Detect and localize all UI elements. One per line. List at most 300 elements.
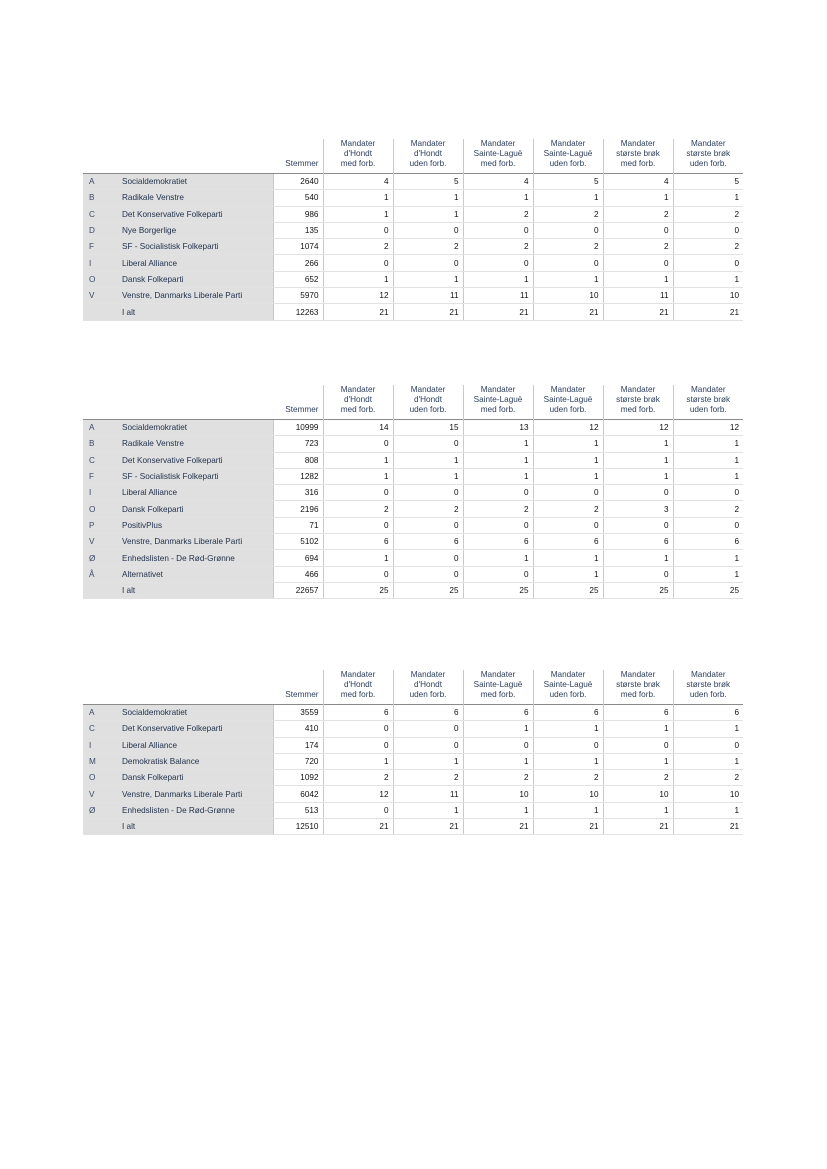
header-blank [83,139,118,174]
party-name: Venstre, Danmarks Liberale Parti [118,288,273,304]
header-blank [83,385,118,420]
table-row [83,174,743,190]
votes-cell: 174 [273,737,323,753]
party-name: Liberal Alliance [118,255,273,271]
seats-cell: 2 [463,770,533,786]
party-letter: M [83,753,118,769]
header-line: uden forb. [409,690,447,699]
seats-cell: 0 [393,550,463,566]
seats-cell: 1 [393,452,463,468]
seats-cell: 2 [463,501,533,517]
seats-cell: 1 [323,452,393,468]
seats-cell: 1 [533,753,603,769]
results-table-3 [83,670,743,835]
seats-cell: 1 [533,271,603,287]
party-name: Det Konservative Folkeparti [118,206,273,222]
votes-cell: 1092 [273,770,323,786]
seats-cell: 0 [603,255,673,271]
seats-cell: 21 [463,304,533,320]
header-blank [118,670,273,705]
seats-cell: 11 [393,786,463,802]
seats-cell: 1 [533,721,603,737]
header-line: Mandater [690,670,726,679]
seats-cell: 0 [533,517,603,533]
seats-cell: 21 [393,819,463,835]
header-m1 [323,385,393,420]
seats-cell: 0 [323,485,393,501]
header-row [83,670,743,705]
header-line: Sainte-Laguë [473,395,523,404]
header-m2 [393,670,463,705]
party-letter: A [83,420,118,436]
header-votes: Stemmer [285,159,319,168]
votes-cell: 466 [273,566,323,582]
seats-cell: 1 [533,550,603,566]
header-m6 [673,385,743,420]
votes-cell: 652 [273,271,323,287]
seats-cell: 11 [393,288,463,304]
votes-cell: 135 [273,222,323,238]
seats-cell: 1 [463,190,533,206]
header-line: største brøk [616,680,660,689]
header-votes: Stemmer [285,690,319,699]
seats-cell: 1 [393,271,463,287]
party-name: I alt [118,582,273,598]
seats-cell: 6 [463,705,533,721]
seats-cell: 0 [393,721,463,737]
seats-cell: 1 [673,436,743,452]
party-name: Socialdemokratiet [118,705,273,721]
seats-cell: 0 [323,255,393,271]
table-row [83,255,743,271]
header-line: med forb. [340,690,376,699]
seats-cell: 10 [463,786,533,802]
seats-cell: 10 [603,786,673,802]
header-line: største brøk [686,395,731,404]
seats-cell: 1 [673,550,743,566]
seats-cell: 1 [393,468,463,484]
header-line: Mandater [550,670,586,679]
table-row [83,222,743,238]
votes-cell: 2640 [273,174,323,190]
seats-cell: 0 [463,222,533,238]
table-row [83,190,743,206]
table-row [83,501,743,517]
votes-cell: 986 [273,206,323,222]
header-line: med forb. [480,159,516,168]
seats-cell: 2 [533,206,603,222]
header-row [83,385,743,420]
seats-cell: 5 [533,174,603,190]
votes-cell: 316 [273,485,323,501]
header-line: Mandater [480,670,516,679]
party-name: SF - Socialistisk Folkeparti [118,239,273,255]
seats-cell: 0 [323,721,393,737]
seats-cell: 1 [323,206,393,222]
seats-cell: 6 [533,705,603,721]
seats-cell: 0 [603,222,673,238]
seats-cell: 1 [603,436,673,452]
table-row [83,786,743,802]
party-letter: O [83,501,118,517]
seats-cell: 2 [323,239,393,255]
seats-cell: 6 [393,534,463,550]
seats-cell: 0 [463,485,533,501]
seats-cell: 2 [673,501,743,517]
seats-cell: 0 [393,436,463,452]
header-line: Sainte-Laguë [543,680,593,689]
party-letter: P [83,517,118,533]
seats-cell: 1 [673,721,743,737]
table-row [83,485,743,501]
seats-cell: 0 [533,737,603,753]
total-row [83,582,743,598]
seats-cell: 6 [323,534,393,550]
seats-cell: 21 [533,304,603,320]
header-row [83,139,743,174]
table-row [83,206,743,222]
seats-cell: 12 [603,420,673,436]
seats-cell: 0 [603,566,673,582]
party-letter: C [83,206,118,222]
seats-cell: 25 [533,582,603,598]
seats-cell: 0 [393,485,463,501]
header-line: d'Hondt [414,395,442,404]
seats-cell: 6 [393,705,463,721]
seats-cell: 6 [673,534,743,550]
table-row [83,420,743,436]
votes-cell: 410 [273,721,323,737]
seats-cell: 1 [463,802,533,818]
header-line: største brøk [686,149,731,158]
party-name: Dansk Folkeparti [118,770,273,786]
party-name: Radikale Venstre [118,190,273,206]
votes-cell: 513 [273,802,323,818]
header-m5 [603,139,673,174]
votes-cell: 720 [273,753,323,769]
seats-cell: 1 [323,753,393,769]
votes-cell: 1074 [273,239,323,255]
header-line: d'Hondt [344,395,372,404]
seats-cell: 25 [463,582,533,598]
seats-cell: 1 [673,802,743,818]
votes-cell: 3559 [273,705,323,721]
party-letter: F [83,468,118,484]
party-name: Alternativet [118,566,273,582]
seats-cell: 21 [673,819,743,835]
votes-cell: 71 [273,517,323,533]
header-blank [83,670,118,705]
header-line: Mandater [690,385,726,394]
seats-cell: 2 [323,770,393,786]
header-line: Mandater [620,139,656,148]
votes-cell: 5102 [273,534,323,550]
seats-cell: 4 [463,174,533,190]
seats-cell: 0 [323,802,393,818]
header-line: med forb. [620,159,656,168]
seats-cell: 1 [463,468,533,484]
seats-cell: 1 [673,753,743,769]
seats-cell: 1 [463,550,533,566]
header-line: uden forb. [409,159,447,168]
seats-cell: 1 [603,468,673,484]
seats-cell: 1 [463,452,533,468]
header-line: Mandater [340,385,376,394]
seats-cell: 0 [673,737,743,753]
header-line: Mandater [480,385,516,394]
header-line: med forb. [340,159,376,168]
seats-cell: 6 [603,705,673,721]
seats-cell: 0 [533,255,603,271]
seats-cell: 10 [673,786,743,802]
header-m1 [323,139,393,174]
seats-cell: 15 [393,420,463,436]
votes-cell: 540 [273,190,323,206]
votes-cell: 22657 [273,582,323,598]
party-name: I alt [118,819,273,835]
seats-cell: 4 [603,174,673,190]
party-name: I alt [118,304,273,320]
party-letter [83,582,118,598]
votes-cell: 12510 [273,819,323,835]
table-row [83,737,743,753]
header-m6 [673,139,743,174]
seats-cell: 1 [463,436,533,452]
party-name: Venstre, Danmarks Liberale Parti [118,786,273,802]
party-letter: C [83,721,118,737]
table-row [83,452,743,468]
party-letter: V [83,786,118,802]
seats-cell: 0 [393,517,463,533]
seats-cell: 1 [393,190,463,206]
seat-allocation-table [83,139,743,321]
seats-cell: 21 [323,819,393,835]
votes-cell: 266 [273,255,323,271]
header-line: uden forb. [409,405,447,414]
table-row [83,239,743,255]
seats-cell: 6 [323,705,393,721]
party-letter: C [83,452,118,468]
seats-cell: 6 [533,534,603,550]
header-m1 [323,670,393,705]
seats-cell: 6 [673,705,743,721]
seats-cell: 12 [323,786,393,802]
votes-cell: 808 [273,452,323,468]
header-blank [118,139,273,174]
seats-cell: 0 [463,255,533,271]
seats-cell: 0 [603,737,673,753]
seats-cell: 2 [673,770,743,786]
party-name: Demokratisk Balance [118,753,273,769]
seats-cell: 1 [533,190,603,206]
party-letter: O [83,770,118,786]
header-line: største brøk [616,395,660,404]
table-row [83,468,743,484]
seats-cell: 0 [323,436,393,452]
seats-cell: 14 [323,420,393,436]
votes-cell: 12263 [273,304,323,320]
table-row [83,271,743,287]
seats-cell: 0 [393,737,463,753]
seats-cell: 10 [673,288,743,304]
table-row [83,770,743,786]
seats-cell: 2 [533,770,603,786]
party-letter [83,304,118,320]
table-row [83,288,743,304]
votes-cell: 1282 [273,468,323,484]
party-letter: I [83,737,118,753]
party-name: Liberal Alliance [118,737,273,753]
seats-cell: 25 [603,582,673,598]
seats-cell: 21 [673,304,743,320]
seats-cell: 1 [673,452,743,468]
seats-cell: 2 [673,206,743,222]
votes-cell: 6042 [273,786,323,802]
seats-cell: 21 [393,304,463,320]
header-line: Sainte-Laguë [473,149,523,158]
seats-cell: 1 [673,190,743,206]
votes-cell: 5970 [273,288,323,304]
total-row [83,819,743,835]
party-name: Enhedslisten - De Rød-Grønne [118,802,273,818]
seats-cell: 3 [603,501,673,517]
header-line: d'Hondt [414,680,442,689]
seats-cell: 2 [533,239,603,255]
party-letter: D [83,222,118,238]
table-row [83,517,743,533]
party-letter: F [83,239,118,255]
seats-cell: 4 [323,174,393,190]
seats-cell: 1 [533,436,603,452]
header-line: med forb. [620,690,656,699]
header-m3 [463,385,533,420]
table-row [83,436,743,452]
party-letter [83,819,118,835]
seats-cell: 25 [323,582,393,598]
seats-cell: 1 [393,802,463,818]
seats-cell: 1 [323,190,393,206]
seats-cell: 0 [673,222,743,238]
party-letter: B [83,436,118,452]
header-line: Mandater [550,139,586,148]
header-line: d'Hondt [344,680,372,689]
header-line: uden forb. [549,405,587,414]
party-letter: V [83,288,118,304]
seats-cell: 25 [673,582,743,598]
header-line: Sainte-Laguë [543,395,593,404]
seats-cell: 0 [393,255,463,271]
seats-cell: 5 [673,174,743,190]
party-name: Venstre, Danmarks Liberale Parti [118,534,273,550]
party-name: Socialdemokratiet [118,174,273,190]
seat-allocation-table [83,670,743,835]
header-line: uden forb. [689,405,727,414]
table-row [83,705,743,721]
seats-cell: 2 [463,239,533,255]
header-line: uden forb. [549,690,587,699]
header-line: Mandater [620,670,656,679]
seats-cell: 1 [533,468,603,484]
seat-allocation-table [83,385,743,599]
seats-cell: 0 [603,517,673,533]
header-line: d'Hondt [414,149,442,158]
party-letter: A [83,705,118,721]
party-letter: I [83,255,118,271]
party-letter: Ø [83,550,118,566]
seats-cell: 2 [603,770,673,786]
header-m5 [603,670,673,705]
seats-cell: 2 [393,239,463,255]
seats-cell: 0 [673,255,743,271]
results-table-2 [83,385,743,599]
party-name: Dansk Folkeparti [118,501,273,517]
header-line: Mandater [340,139,376,148]
seats-cell: 21 [603,819,673,835]
seats-cell: 1 [603,271,673,287]
seats-cell: 1 [673,271,743,287]
total-row [83,304,743,320]
header-line: Mandater [550,385,586,394]
seats-cell: 0 [603,485,673,501]
header-line: med forb. [480,690,516,699]
header-line: Mandater [410,385,446,394]
party-letter: B [83,190,118,206]
header-line: Mandater [340,670,376,679]
header-m3 [463,670,533,705]
seats-cell: 2 [323,501,393,517]
seats-cell: 0 [533,222,603,238]
seats-cell: 1 [603,190,673,206]
header-m2 [393,139,463,174]
seats-cell: 1 [533,566,603,582]
party-letter: V [83,534,118,550]
table-row [83,753,743,769]
seats-cell: 0 [393,222,463,238]
seats-cell: 21 [533,819,603,835]
seats-cell: 2 [393,770,463,786]
party-name: Socialdemokratiet [118,420,273,436]
header-line: største brøk [616,149,660,158]
party-letter: Ø [83,802,118,818]
seats-cell: 12 [673,420,743,436]
results-table-1 [83,139,743,321]
header-line: Sainte-Laguë [473,680,523,689]
seats-cell: 21 [323,304,393,320]
seats-cell: 1 [673,468,743,484]
header-blank [118,385,273,420]
seats-cell: 2 [393,501,463,517]
party-name: Liberal Alliance [118,485,273,501]
party-letter: Å [83,566,118,582]
header-m6 [673,670,743,705]
table-row [83,802,743,818]
seats-cell: 2 [533,501,603,517]
header-line: med forb. [480,405,516,414]
party-letter: I [83,485,118,501]
seats-cell: 21 [603,304,673,320]
header-m5 [603,385,673,420]
header-line: Mandater [620,385,656,394]
votes-cell: 2196 [273,501,323,517]
votes-cell: 723 [273,436,323,452]
header-m2 [393,385,463,420]
seats-cell: 1 [603,550,673,566]
seats-cell: 2 [603,206,673,222]
seats-cell: 1 [463,753,533,769]
seats-cell: 0 [393,566,463,582]
header-m4 [533,385,603,420]
party-name: Nye Borgerlige [118,222,273,238]
